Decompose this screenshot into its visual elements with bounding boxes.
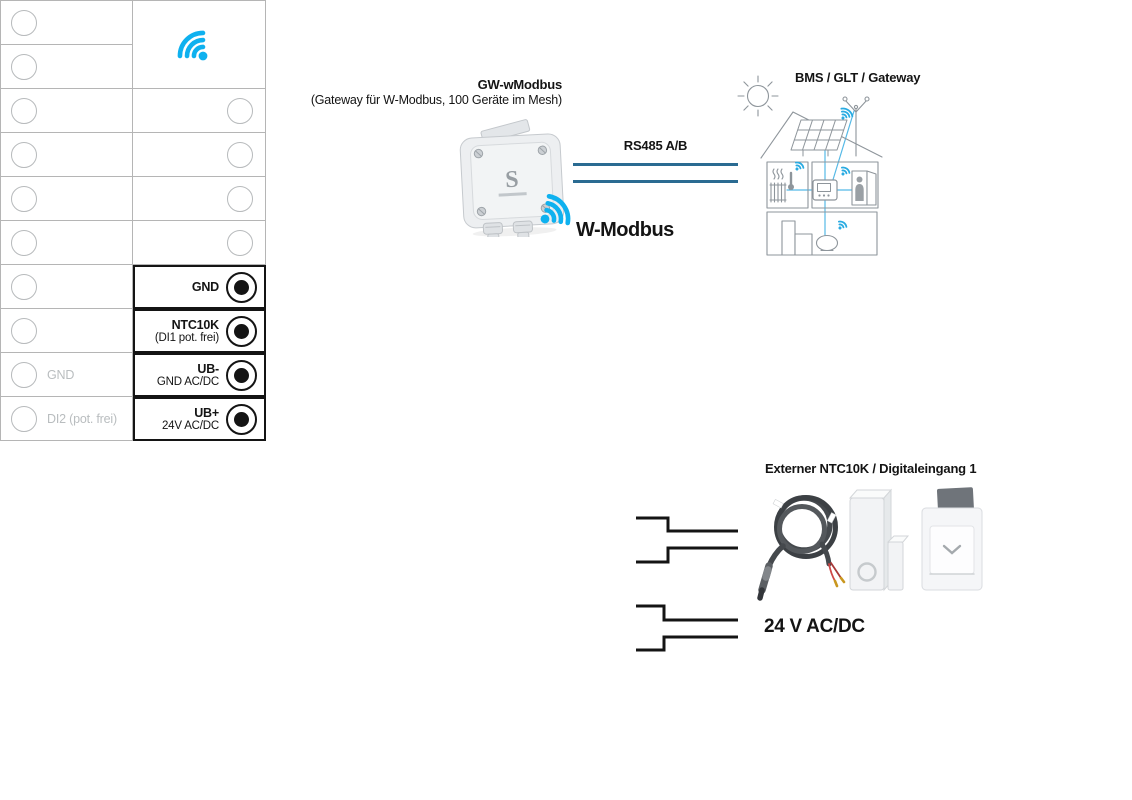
rs485-line-a [573, 163, 738, 166]
wmodbus-wifi-cell [133, 1, 266, 89]
wire-ub-plus [636, 637, 738, 650]
terminal-cell-gnd: GND [133, 265, 266, 309]
gateway-name: GW-wModbus [477, 77, 562, 92]
terminal-cell-ub-plus: UB+ 24V AC/DC [133, 397, 266, 441]
terminal-wires [630, 498, 742, 658]
terminal-row [1, 1, 133, 45]
terminal-row [1, 133, 133, 177]
terminal-block [0, 0, 266, 441]
terminal-circle [227, 230, 253, 256]
terminal-circle [227, 186, 253, 212]
external-devices-image [750, 478, 990, 603]
basement-wifi-icon [835, 220, 847, 232]
room-wifi-icon-2 [838, 166, 850, 178]
building-illustration [733, 68, 891, 263]
thermometer-icon [788, 173, 794, 190]
boiler-icon [782, 221, 812, 255]
terminal-row [1, 265, 133, 309]
terminal-circle [11, 54, 37, 80]
terminal-circle [11, 10, 37, 36]
terminal-circle [11, 274, 37, 300]
gateway-description: (Gateway für W-Modbus, 100 Geräte im Mesh) [310, 93, 562, 107]
terminal-circle [11, 406, 37, 432]
wmodbus-label: W-Modbus [573, 218, 677, 243]
terminal-circle [11, 362, 37, 388]
terminal-row [133, 89, 266, 133]
terminal-ub-minus [226, 360, 257, 391]
radiator-icon [770, 169, 786, 202]
room-wifi-icon-1 [792, 161, 804, 173]
basement-device-icon [817, 236, 838, 251]
terminal-row [1, 89, 133, 133]
terminal-row [1, 177, 133, 221]
terminal-ntc10k [226, 316, 257, 347]
terminal-circle [11, 186, 37, 212]
terminal-circle [227, 142, 253, 168]
terminal-circle [11, 318, 37, 344]
terminal-cell-ntc10k: NTC10K (DI1 pot. frei) [133, 309, 266, 353]
terminal-row-gnd: GND [1, 353, 133, 397]
terminal-row [133, 177, 266, 221]
terminal-cell-ub-minus: UB- GND AC/DC [133, 353, 266, 397]
keycard-switch-image [922, 487, 982, 590]
wmodbus-wifi-icon [163, 17, 225, 75]
terminal-row [1, 309, 133, 353]
ntc-probe-image [760, 498, 844, 599]
door-contact-image [850, 490, 908, 590]
terminal-row [1, 221, 133, 265]
terminal-ub-plus [226, 404, 257, 435]
controller-icon [813, 180, 837, 200]
terminal-row [133, 221, 266, 265]
wire-gnd [636, 518, 738, 531]
terminal-circle [11, 98, 37, 124]
terminal-gnd [226, 272, 257, 303]
terminal-circle [11, 230, 37, 256]
terminal-circle [11, 142, 37, 168]
bms-label: BMS / GLT / Gateway [795, 70, 921, 85]
device-logo: S [504, 166, 520, 194]
rs485-label: RS485 A/B [623, 138, 688, 153]
gateway-wifi-icon [522, 180, 586, 242]
power-supply-label: 24 V AC/DC [764, 616, 865, 637]
sun-icon [738, 76, 778, 116]
wire-ntc10k [636, 548, 738, 562]
external-input-heading: Externer NTC10K / Digitaleingang 1 [765, 461, 977, 476]
solar-panel [791, 120, 847, 156]
terminal-row [1, 45, 133, 89]
terminal-row-di2: DI2 (pot. frei) [1, 397, 133, 441]
rs485-line-b [573, 180, 738, 183]
gateway-title-block [300, 77, 562, 107]
person-at-door-icon [852, 171, 876, 205]
terminal-circle [227, 98, 253, 124]
terminal-row [133, 133, 266, 177]
wire-ub-minus [636, 606, 738, 620]
